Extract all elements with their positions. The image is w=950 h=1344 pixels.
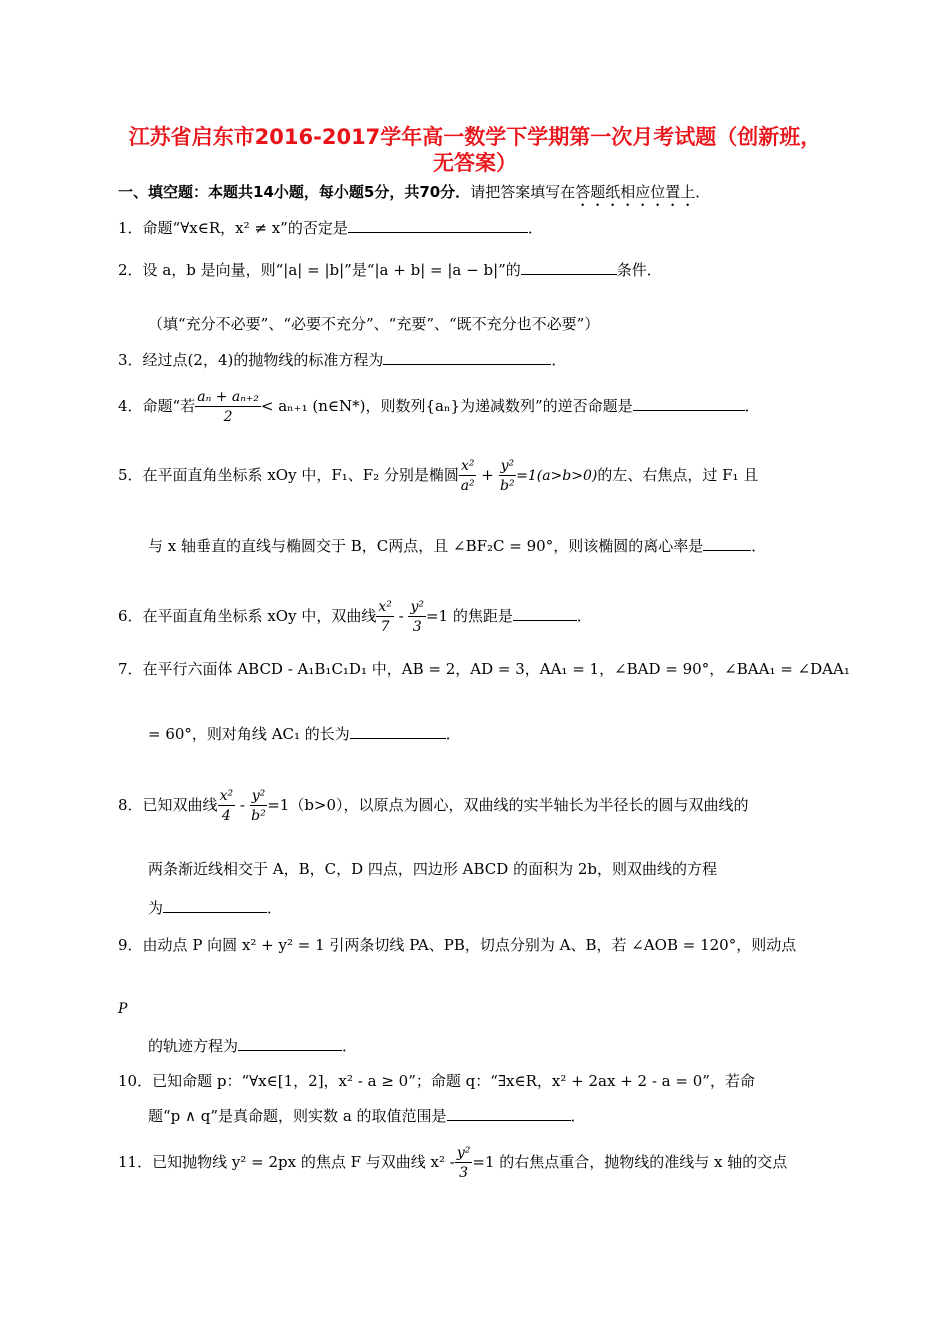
q5-frac-y bbox=[499, 457, 517, 496]
q5-text-post: 的左、右焦点，过 F₁ 且 bbox=[597, 466, 759, 484]
question-1 bbox=[118, 216, 543, 239]
q1-answer-blank[interactable] bbox=[348, 216, 528, 233]
q9-end: ． bbox=[342, 1037, 358, 1055]
q5-line2-text: 与 x 轴垂直的直线与椭圆交于 B，C两点，且 ∠BF₂C = 90°，则该椭圆的离心率是 bbox=[148, 537, 704, 555]
q3-answer-blank[interactable] bbox=[383, 348, 551, 365]
question-9-line2: P bbox=[118, 1001, 128, 1017]
question-8-line2: 两条渐近线相交于 A，B，C，D 四点，四边形 ABCD 的面积为 2b，则双曲线的方程 bbox=[148, 860, 717, 878]
q8-line3-text: 为 bbox=[148, 899, 164, 917]
q6-answer-blank[interactable] bbox=[513, 604, 577, 621]
q5-frac-x-den: a² bbox=[460, 477, 475, 494]
q9-line1: 由动点 P 向圆 x² + y² = 1 引两条切线 PA、PB，切点分别为 A、B，若 ∠AOB = 120°，则动点 bbox=[142, 936, 797, 954]
q4-answer-blank[interactable] bbox=[633, 394, 745, 411]
q8-number: 8． bbox=[118, 796, 143, 814]
q6-end: ． bbox=[576, 607, 592, 625]
q8-frac-y-num: y² bbox=[251, 787, 266, 804]
question-5-line2 bbox=[148, 534, 766, 557]
q8-text-post: =1（b>0），以原点为圆心，双曲线的实半轴长为半径长的圆与双曲线的 bbox=[267, 796, 749, 814]
q11-frac-den: 3 bbox=[459, 1164, 469, 1181]
question-6: 6．在平面直角坐标系 xOy 中，双曲线 $\frac{\text{x²}}{7}$ - $\frac{\text{y²}}{3}$ =1 的焦距是 ． bbox=[118, 598, 592, 635]
page-title-line2: 无答案） bbox=[433, 151, 517, 175]
q3-text: 经过点(2，4)的抛物线的标准方程为 bbox=[142, 351, 384, 369]
q5-frac-y-den: b² bbox=[500, 477, 515, 494]
q10-line1: 已知命题 p：“∀x∈[1，2]，x² - a ≥ 0”；命题 q：“∃x∈R，x² + 2ax + 2 - a = 0”，若命 bbox=[152, 1072, 755, 1090]
q8-answer-blank[interactable] bbox=[163, 896, 267, 913]
q6-frac-x-den: 7 bbox=[380, 618, 390, 635]
page-title-line1: 江苏省启东市2016-2017学年高一数学下学期第一次月考试题（创新班， bbox=[128, 125, 822, 149]
q7-line1: 在平行六面体 ABCD - A₁B₁C₁D₁ 中，AB = 2，AD = 3，AA₁ = 1，∠BAD = 90°，∠BAA₁ = ∠DAA₁ bbox=[142, 660, 850, 678]
q2-text: 设 a，b 是向量，则“|a| = |b|”是“|a + b| = |a − b|”的 bbox=[142, 261, 521, 279]
q2-answer-blank[interactable] bbox=[521, 258, 617, 275]
q8-frac-x bbox=[218, 787, 236, 826]
instruction-pre: 请把答案填写在 bbox=[470, 183, 576, 201]
instruction-end: ． bbox=[695, 183, 711, 201]
q5-end: ． bbox=[751, 537, 767, 555]
q6-text-post: =1 的焦距是 bbox=[425, 607, 513, 625]
q2-number: 2． bbox=[118, 261, 143, 279]
q10-number: 10． bbox=[118, 1072, 153, 1090]
q4-end: ． bbox=[744, 397, 760, 415]
q5-frac-x bbox=[459, 457, 477, 496]
q7-answer-blank[interactable] bbox=[350, 722, 446, 739]
q7-number: 7． bbox=[118, 660, 143, 678]
q5-frac-y-num: y² bbox=[500, 457, 515, 474]
q1-text: 命题“∀x∈R，x² ≠ x”的否定是 bbox=[142, 219, 348, 237]
question-8: 8．已知双曲线 $\frac{\text{x²}}{4}$ - $\frac{\text{y²}}{\text{b²}}$ =1（b>0），以原点为圆心，双曲线的实半轴长为半径长的圆与双曲线的 bbox=[118, 787, 749, 824]
q11-number: 11． bbox=[118, 1153, 153, 1171]
q11-text-pre: 已知抛物线 y² = 2px 的焦点 F 与双曲线 x² - bbox=[152, 1153, 455, 1171]
question-7 bbox=[118, 658, 850, 680]
q8-end: ． bbox=[267, 899, 283, 917]
question-11 bbox=[118, 1140, 787, 1184]
q5-frac-x-num: x² bbox=[460, 457, 475, 474]
question-10 bbox=[118, 1070, 755, 1092]
question-10-line2 bbox=[148, 1104, 586, 1127]
q3-end: ． bbox=[551, 351, 567, 369]
q5-answer-blank[interactable] bbox=[703, 534, 751, 551]
q10-answer-blank[interactable] bbox=[447, 1104, 571, 1121]
q4-frac-numerator: aₙ + aₙ₊₂ bbox=[197, 388, 259, 405]
q11-frac-num: y² bbox=[456, 1144, 471, 1161]
q6-frac-y bbox=[408, 598, 426, 637]
q6-text-pre: 在平面直角坐标系 xOy 中，双曲线 bbox=[142, 607, 377, 625]
q1-number: 1． bbox=[118, 219, 143, 237]
q4-number: 4． bbox=[118, 397, 143, 415]
question-5: 5．在平面直角坐标系 xOy 中，F₁、F₂ 分别是椭圆 $\frac{\text{x²}}{\text{a²}}$ + $\frac{\text{y²}}{\text{b²}}$ =1(a>b>0)的左、右焦点，过 F₁ 且 bbox=[118, 457, 759, 494]
q6-frac-x bbox=[376, 598, 394, 637]
q9-number: 9． bbox=[118, 936, 143, 954]
q4-text-pre: 命题“若 bbox=[142, 397, 196, 415]
q2-end: 条件． bbox=[616, 261, 662, 279]
q8-frac-y-den: b² bbox=[251, 807, 266, 824]
question-4 bbox=[118, 384, 760, 428]
q9-line3-text: 的轨迹方程为 bbox=[148, 1037, 239, 1055]
q10-line2-text: 题“p ∧ q”是真命题，则实数 a 的取值范围是 bbox=[148, 1107, 447, 1125]
section-heading bbox=[118, 181, 710, 210]
q11-frac bbox=[455, 1144, 473, 1183]
q8-text-pre: 已知双曲线 bbox=[142, 796, 218, 814]
question-7-line2 bbox=[148, 722, 461, 745]
q10-end: ． bbox=[570, 1107, 586, 1125]
q5-text-pre: 在平面直角坐标系 xOy 中，F₁、F₂ 分别是椭圆 bbox=[142, 466, 459, 484]
q4-fraction bbox=[195, 388, 261, 427]
question-8-line3 bbox=[148, 896, 282, 919]
q6-frac-y-num: y² bbox=[410, 598, 424, 615]
q5-number: 5． bbox=[118, 466, 143, 484]
q8-frac-y bbox=[250, 787, 268, 826]
q6-frac-y-den: 3 bbox=[412, 618, 422, 635]
q6-number: 6． bbox=[118, 607, 143, 625]
q4-text-post: < aₙ₊₁ (n∈N*)，则数列{aₙ}为递减数列”的逆否命题是 bbox=[260, 397, 633, 415]
q11-text-post: =1 的右焦点重合，抛物线的准线与 x 轴的交点 bbox=[472, 1153, 788, 1171]
question-2-hint: （填“充分不必要”、“必要不充分”、“充要”、“既不充分也不必要”） bbox=[148, 315, 600, 333]
q6-frac-x-num: x² bbox=[378, 598, 392, 615]
q3-number: 3． bbox=[118, 351, 143, 369]
q9-answer-blank[interactable] bbox=[238, 1034, 342, 1051]
question-9-line3 bbox=[148, 1034, 357, 1057]
q8-frac-x-num: x² bbox=[219, 787, 234, 804]
q7-end: ． bbox=[445, 725, 461, 743]
question-2 bbox=[118, 258, 662, 281]
question-9 bbox=[118, 934, 796, 956]
q8-frac-x-den: 4 bbox=[221, 807, 231, 824]
question-3 bbox=[118, 348, 566, 371]
q7-line2-text: = 60°，则对角线 AC₁ 的长为 bbox=[148, 725, 350, 743]
instruction-dotted: 答题纸相应位置上 bbox=[575, 183, 696, 201]
q1-end: ． bbox=[527, 219, 543, 237]
q5-text-mid: =1(a>b>0) bbox=[516, 468, 598, 484]
section-heading-bold: 一、填空题：本题共14小题，每小题5分，共70分． bbox=[118, 183, 471, 201]
q4-frac-denominator: 2 bbox=[223, 408, 233, 425]
